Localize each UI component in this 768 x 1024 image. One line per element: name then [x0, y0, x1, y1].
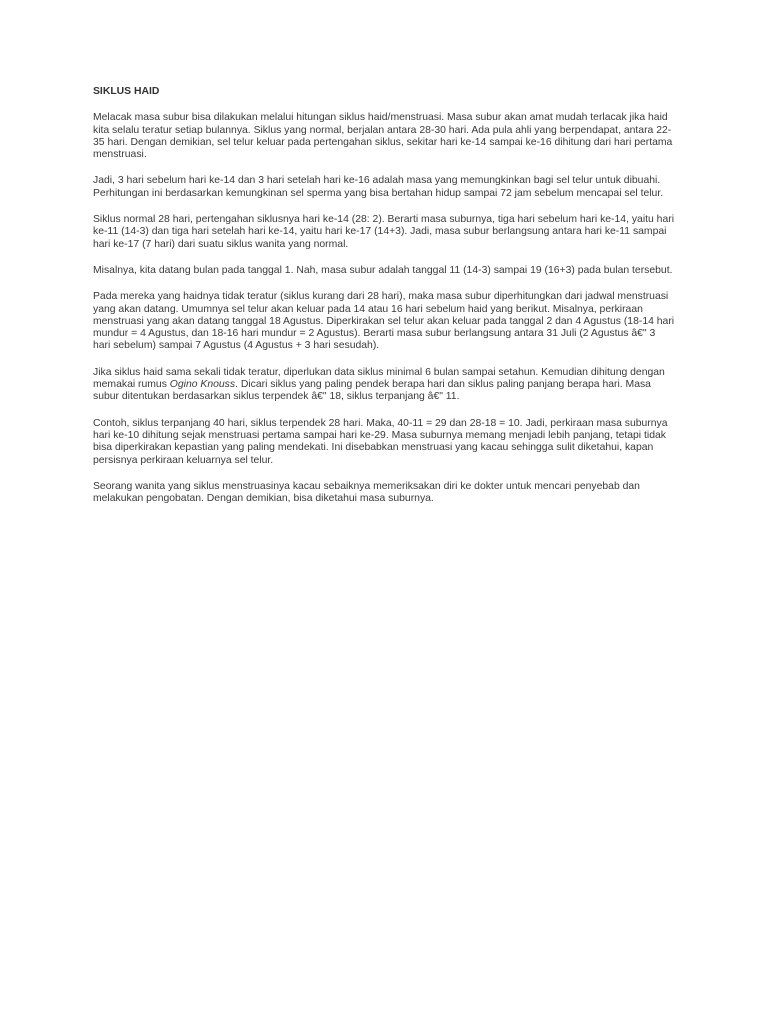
paragraph-3: Siklus normal 28 hari, pertengahan siklusnya hari ke-14 (28: 2). Berarti masa suburnya, tiga hari sebelum hari ke-14, yaitu hari ke-11 (14-3) dan tiga hari setelah hari ke-14, yaitu hari ke-17 (14+3). Jadi, masa subur berlangsung antara hari ke-11 sampai hari ke-17 (7 hari) dari suatu siklus wanita yang normal. [93, 214, 675, 250]
paragraph-1: Melacak masa subur bisa dilakukan melalui hitungan siklus haid/menstruasi. Masa subur akan amat mudah terlacak jika haid kita selalu teratur setiap bulannya. Siklus yang normal, berjalan antara 28-30 hari. Ada pula ahli yang berpendapat, antara 22-35 hari. Dengan demikian, sel telur keluar pada pertengahan siklus, sekitar hari ke-14 sampai ke-16 dihitung dari hari pertama menstruasi. [93, 112, 673, 161]
paragraph-6-formula-name: Ogino Knouss [169, 379, 236, 391]
paragraph-7: Contoh, siklus terpanjang 40 hari, siklus terpendek 28 hari. Maka, 40-11 = 29 dan 28-18 = 10. Jadi, perkiraan masa suburnya hari ke-10 dihitung sejak menstruasi pertama sampai hari ke-29. Masa suburnya memang menjadi lebih panjang, tetapi tidak bisa diperkirakan kepastian yang paling mendekati. Ini disebabkan menstruasi yang kacau sehingga sulit diketahui, kapan persisnya perkiraan keluarnya sel telur. [93, 417, 668, 466]
paragraph-4: Misalnya, kita datang bulan pada tanggal 1. Nah, masa subur adalah tanggal 11 (14-3) sampai 19 (16+3) pada bulan tersebut. [93, 264, 673, 276]
paragraph-2: Jadi, 3 hari sebelum hari ke-14 dan 3 hari setelah hari ke-16 adalah masa yang memungkinkan bagi sel telur untuk dibuahi. Perhitungan ini berdasarkan kemungkinan sel sperma yang bisa bertahan hidup sampai 72 jam sebelum mencapai sel telur. [93, 175, 664, 199]
paragraph-8: Seorang wanita yang siklus menstruasinya kacau sebaiknya memeriksakan diri ke dokter untuk mencari penyebab dan melakukan pengobatan. Dengan demikian, bisa diketahui masa suburnya. [93, 480, 640, 505]
document-title: SIKLUS HAID [93, 86, 160, 97]
paragraph-5: Pada mereka yang haidnya tidak teratur (siklus kurang dari 28 hari), maka masa subur diperhitungkan dari jadwal menstruasi yang akan datang. Umumnya sel telur akan keluar pada 14 atau 16 hari sebelum haid yang berikut. Misalnya, perkiraan menstruasi yang akan datang tanggal 18 Agustus. Diperkirakan sel telur akan keluar pada tanggal 2 dan 4 Agustus (18-14 hari mundur = 4 Agustus, dan 18-16 hari mundur = 2 Agustus). Berarti masa subur berlangsung antara 31 Juli (2 Agustus â€" 3 hari sebelum) sampai 7 Agustus (4 Agustus + 3 hari sesudah). [93, 291, 675, 352]
paragraph-6 [93, 367, 675, 404]
paragraph-6-start: Jika siklus haid sama sekali tidak teratur, diperlukan data siklus minimal 6 bulan sampai setahun. Kemudian dihitung dengan memakai rumus [93, 366, 665, 391]
document-page [93, 86, 675, 519]
paragraph-6-end: . Dicari siklus yang paling pendek berapa hari dan siklus paling panjang berapa hari. Masa subur ditentukan berdasarkan siklus terpendek â€" 18, siklus terpanjang â€" 11. [93, 379, 651, 403]
